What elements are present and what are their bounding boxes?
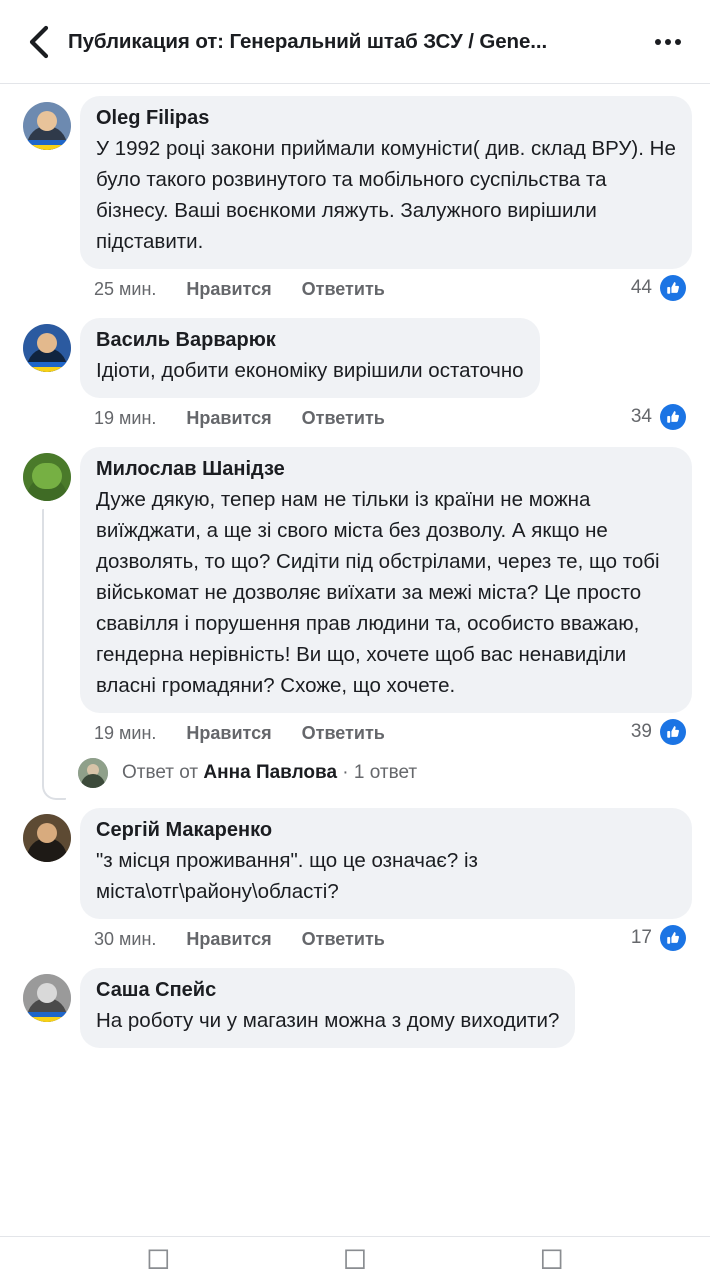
more-options-icon[interactable] [648,22,688,62]
like-count-group[interactable] [631,719,686,745]
reply-button[interactable]: Ответить [301,279,385,299]
comment-timestamp: 19 мин. [94,408,157,428]
avatar-column [18,318,76,441]
like-button[interactable]: Нравится [186,723,272,743]
comment-meta [80,269,692,312]
comment-text: Дуже дякую, тепер нам не тільки із країни не можна виїжджати, а ще зі свого міста без дозволу. А якщо не дозволять, то що? Сидіти під обстрілами, через те, що тобі військомат не дозволяє виїхати за межі міста? Це просто свавілля і порушення прав людини та, особисто вважаю, гендерна нерівність! Ви що, хочете щоб вас ненавиділи власні громадяни? Схоже, що хочете. [96,488,666,697]
like-count: 17 [630,927,652,948]
avatar-column [18,96,76,312]
reply-button[interactable]: Ответить [301,929,385,949]
reply-author-name[interactable]: Анна Павлова [203,762,338,783]
bottom-navigation[interactable] [0,1236,710,1280]
comment-bubble [80,447,692,713]
avatar[interactable] [23,324,71,372]
like-count-group[interactable] [631,275,686,301]
avatar-head [37,111,57,131]
like-button[interactable]: Нравится [186,279,272,299]
reply-button[interactable]: Ответить [301,723,385,743]
avatar-flag [23,362,71,372]
comment-body [76,808,692,962]
comment-bubble [80,808,692,919]
comment-text: Ідіоти, добити економіку вирішили остаточно [96,359,524,382]
like-count: 34 [630,406,652,427]
comment-item [0,90,710,312]
avatar[interactable] [23,814,71,862]
dot-1 [655,39,661,45]
dot-2 [665,39,671,45]
avatar-head [37,983,57,1003]
comment-timestamp: 19 мин. [94,723,157,743]
reply-suffix: · 1 ответ [337,762,418,783]
comment-item [0,962,710,1048]
comment-bubble [80,318,540,398]
page-title: Публикация от: Генеральний штаб ЗСУ / Gene... [68,29,548,53]
avatar[interactable] [23,453,71,501]
avatar[interactable] [23,974,71,1022]
reply-prefix: Ответ от [122,762,204,783]
avatar-flag [23,1012,71,1022]
comment-bubble [80,968,575,1048]
comment-body [76,318,692,441]
like-count: 39 [630,721,652,742]
nav-item-3[interactable]: ◻ [539,1241,565,1274]
comment-item [0,441,710,756]
comment-meta [80,713,692,756]
comment-meta [80,919,692,962]
thumbs-up-icon [660,719,686,745]
comment-body [76,968,692,1048]
comment-item [0,802,710,962]
comment-author[interactable]: Oleg Filipas [96,107,210,129]
comment-text: "з місця проживання". що це означає? із міста\отг\району\області? [96,849,484,903]
dot-3 [675,39,681,45]
thumbs-up-icon [660,404,686,430]
comment-author[interactable]: Василь Варварюк [96,329,276,351]
nav-item-2[interactable]: ◻ [342,1241,368,1274]
comment-meta [80,398,692,441]
comment-author[interactable]: Сергій Макаренко [96,819,273,841]
like-count-group[interactable] [631,925,686,951]
avatar-column [18,808,76,962]
avatar-head [37,823,57,843]
like-count: 44 [630,277,652,298]
avatar-flag [23,140,71,150]
like-button[interactable]: Нравится [186,929,272,949]
like-count-group[interactable] [631,404,686,430]
like-button[interactable]: Нравится [186,408,272,428]
comment-text: На роботу чи у магазин можна з дому виходити? [96,1009,560,1032]
thumbs-up-icon [660,275,686,301]
app-header [0,0,710,84]
comment-body [76,447,692,756]
avatar-head [32,463,62,489]
comment-timestamp: 25 мин. [94,279,157,299]
comment-author[interactable]: Саша Спейс [96,979,217,1001]
avatar-column [18,968,76,1048]
back-button[interactable] [22,25,56,59]
nav-item-1[interactable]: ◻ [145,1241,171,1274]
reply-summary-row[interactable] [0,756,710,802]
reply-summary-text [122,762,417,784]
thumbs-up-icon [660,925,686,951]
reply-avatar [78,758,108,788]
comment-list[interactable] [0,84,710,1236]
comment-author[interactable]: Милослав Шанідзе [96,458,285,480]
comment-body [76,96,692,312]
comment-bubble [80,96,692,269]
avatar[interactable] [23,102,71,150]
avatar-head [37,333,57,353]
comment-text: У 1992 році закони приймали комуністи( див. склад ВРУ). Не було такого розвинутого та мобільного суспільства та бізнесу. Ваші воєнкоми ляжуть. Залужного вирішили підставити. [96,137,682,253]
reply-button[interactable]: Ответить [301,408,385,428]
comment-timestamp: 30 мин. [94,929,157,949]
comment-item [0,312,710,441]
